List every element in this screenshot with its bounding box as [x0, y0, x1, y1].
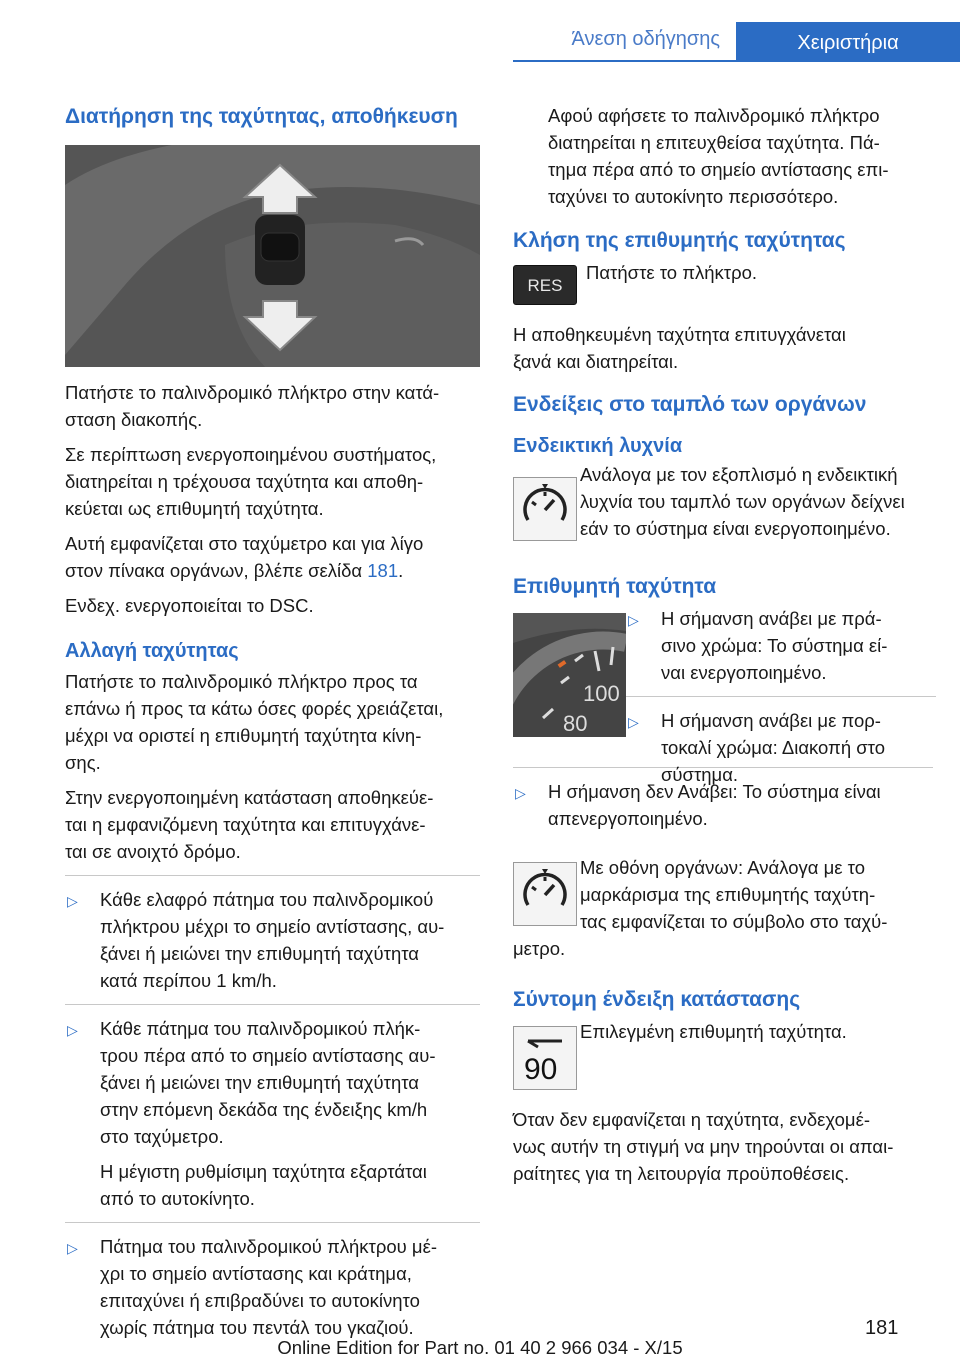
gauge-image — [513, 613, 626, 737]
heading-status-display: Σύντομη ένδειξη κατάστασης — [513, 988, 801, 1011]
list-item-text: Η σήμανση ανάβει με πορ- τοκαλί χρώμα: Διακοπή στο σύστημα. — [661, 710, 886, 785]
triangle-bullet-icon: ▷ — [67, 893, 78, 909]
list-item — [65, 886, 480, 994]
list-item — [65, 1233, 480, 1341]
res-label: RES — [527, 276, 563, 295]
list-item-note-text: Η μέγιστη ρυθμίσιμη ταχύτητα εξαρτάται από το αυτοκίνητο. — [100, 1161, 427, 1209]
left-column — [65, 103, 480, 1341]
indicator-text: Ανάλογα με τον εξοπλισμό η ενδεικτική λυχνία του ταμπλό των οργάνων δείχνει εάν το σύστημα είναι ενεργοποιημένο. — [580, 464, 905, 539]
indicator-row — [513, 465, 933, 555]
desired-speed-row — [513, 608, 933, 785]
paragraph-release-rocker: Αφού αφήσετε το παλινδρομικό πλήκτρο διατηρείται η επιτευχθείσα ταχύτητα. Πά- τημα πέρα από το σημείο αντίστασης επι- ταχύνει το αυτοκίνητο περισσότερο. — [548, 105, 889, 207]
page-link-181[interactable]: 181 — [367, 560, 399, 581]
list-item-text: Κάθε ελαφρό πάτημα του παλινδρομικού πλήκτρου μέχρι το σημείο αντίστασης, αυ- ξάνει ή μειώνει την επιθυμητή ταχύτητα κατά περίπου 1 km/h. — [100, 889, 445, 991]
separator — [626, 696, 936, 697]
triangle-bullet-icon: ▷ — [67, 1240, 78, 1256]
paragraph-speedometer — [65, 530, 480, 584]
triangle-bullet-icon: ▷ — [67, 1022, 78, 1038]
speedometer-icon — [514, 478, 576, 540]
status-90-box — [513, 1026, 577, 1090]
list-item — [626, 605, 936, 686]
page-header — [0, 0, 960, 62]
list-item — [65, 1015, 480, 1150]
paragraph-system-active: Σε περίπτωση ενεργοποιημένου συστήματος, διατηρείται η τρέχουσα ταχύτητα και αποθη- κεύεται ως επιθυμητή ταχύτητα. — [65, 444, 437, 519]
res-button-icon — [513, 265, 577, 305]
triangle-bullet-icon: ▷ — [628, 612, 639, 628]
paragraph-dsc: Ενδεχ. ενεργοποιείται το DSC. — [65, 595, 314, 616]
display-row — [513, 858, 933, 950]
paragraph-activated-state: Στην ενεργοποιημένη κατάσταση αποθηκεύε- ται η εμφανιζόμενη ταχύτητα και επιτυγχάνε- ται σε ανοιχτό δρόμο. — [65, 787, 434, 862]
display-text: Με οθόνη οργάνων: Ανάλογα με το μαρκάρισμα της επιθυμητής ταχύτη- τας εμφανίζεται το σύμβολο στο ταχύ- — [580, 857, 888, 932]
recall-row — [513, 263, 933, 327]
speed-90-icon — [514, 1027, 576, 1089]
status-text: Επιλεγμένη επιθυμητή ταχύτητα. — [580, 1021, 847, 1042]
steering-wheel-illustration — [65, 145, 480, 367]
paragraph-not-shown: Όταν δεν εμφανίζεται η ταχύτητα, ενδεχομέ- νως αυτήν τη στιγμή να μην τηρούνται οι απαι- ραίτητες για τη λειτουργία προϋποθέσεις. — [513, 1109, 894, 1184]
heading-recall-speed: Κλήση της επιθυμητής ταχύτητας — [513, 229, 846, 252]
triangle-bullet-icon: ▷ — [628, 714, 639, 730]
list-item — [513, 778, 933, 832]
paragraph-speedometer-end: . — [398, 560, 404, 581]
footer-edition: Online Edition for Part no. 01 40 2 966 034 - X/15 — [277, 1337, 683, 1358]
heading-indicator-lamp: Ενδεικτική λυχνία — [513, 435, 683, 457]
header-chapter: Χειριστήρια — [736, 22, 960, 62]
recall-text: Πατήστε το πλήκτρο. — [586, 262, 758, 283]
right-column — [513, 102, 933, 1187]
triangle-bullet-icon: ▷ — [515, 785, 526, 801]
page-number: 181 — [865, 1317, 899, 1339]
heading-desired-speed: Επιθυμητή ταχύτητα — [513, 575, 717, 598]
list-item-note — [65, 1158, 480, 1212]
desired-speed-bullets — [626, 605, 936, 788]
speedometer-icon — [514, 863, 576, 925]
gauge-80-label: 80 — [563, 711, 588, 736]
separator — [65, 875, 480, 876]
steering-wheel-photo — [65, 145, 480, 367]
gauge-100-label: 100 — [583, 681, 620, 706]
paragraph-press-rocker: Πατήστε το παλινδρομικό πλήκτρο στην κατά- σταση διακοπής. — [65, 382, 440, 430]
paragraph-change-speed: Πατήστε το παλινδρομικό πλήκτρο προς τα επάνω ή προς τα κάτω όσες φορές χρειάζεται, μέχρι να οριστεί η επιθυμητή ταχύτητα κίνη- σης. — [65, 671, 444, 773]
header-rule — [513, 60, 960, 62]
header-section: Άνεση οδήγησης — [571, 28, 720, 50]
display-text-end: μετρο. — [513, 938, 566, 959]
cruise-indicator-box — [513, 477, 577, 541]
status-num: 90 — [524, 1053, 558, 1086]
display-indicator-box — [513, 862, 577, 926]
list-item — [626, 707, 936, 788]
separator — [65, 1222, 480, 1223]
list-item-text: Πάτημα του παλινδρομικού πλήκτρου μέ- χρι το σημείο αντίστασης και κράτημα, επιταχύνει ή επιβραδύνει το αυτοκίνητο χωρίς πάτημα του πεντάλ του γκαζιού. — [100, 1236, 437, 1338]
paragraph-speedometer-text: Αυτή εμφανίζεται στο ταχύμετρο και για λίγο στον πίνακα οργάνων, βλέπε σελίδα — [65, 533, 424, 581]
paragraph-stored-speed: Η αποθηκευμένη ταχύτητα επιτυγχάνεται ξανά και διατηρείται. — [513, 324, 846, 372]
heading-instrument-displays: Ενδείξεις στο ταμπλό των οργάνων — [513, 393, 867, 416]
list-item-text: Η σήμανση ανάβει με πρά- σινο χρώμα: Το σύστημα εί- ναι ενεργοποιημένο. — [661, 608, 888, 683]
separator — [65, 1004, 480, 1005]
heading-change-speed: Αλλαγή ταχύτητας — [65, 640, 239, 662]
heading-maintain-speed: Διατήρηση της ταχύτητας, αποθήκευση — [65, 105, 458, 128]
status-row — [513, 1022, 933, 1098]
list-item-text: Η σήμανση δεν Ανάβει: Το σύστημα είναι απενεργοποιημένο. — [548, 781, 881, 829]
gauge-illustration — [513, 613, 626, 737]
list-item-text: Κάθε πάτημα του παλινδρομικού πλήκ- τρου πέρα από το σημείο αντίστασης αυ- ξάνει ή μειώνει την επιθυμητή ταχύτητα στην επόμενη δεκάδα της ένδειξης km/h στο ταχύμετρο. — [100, 1018, 436, 1147]
